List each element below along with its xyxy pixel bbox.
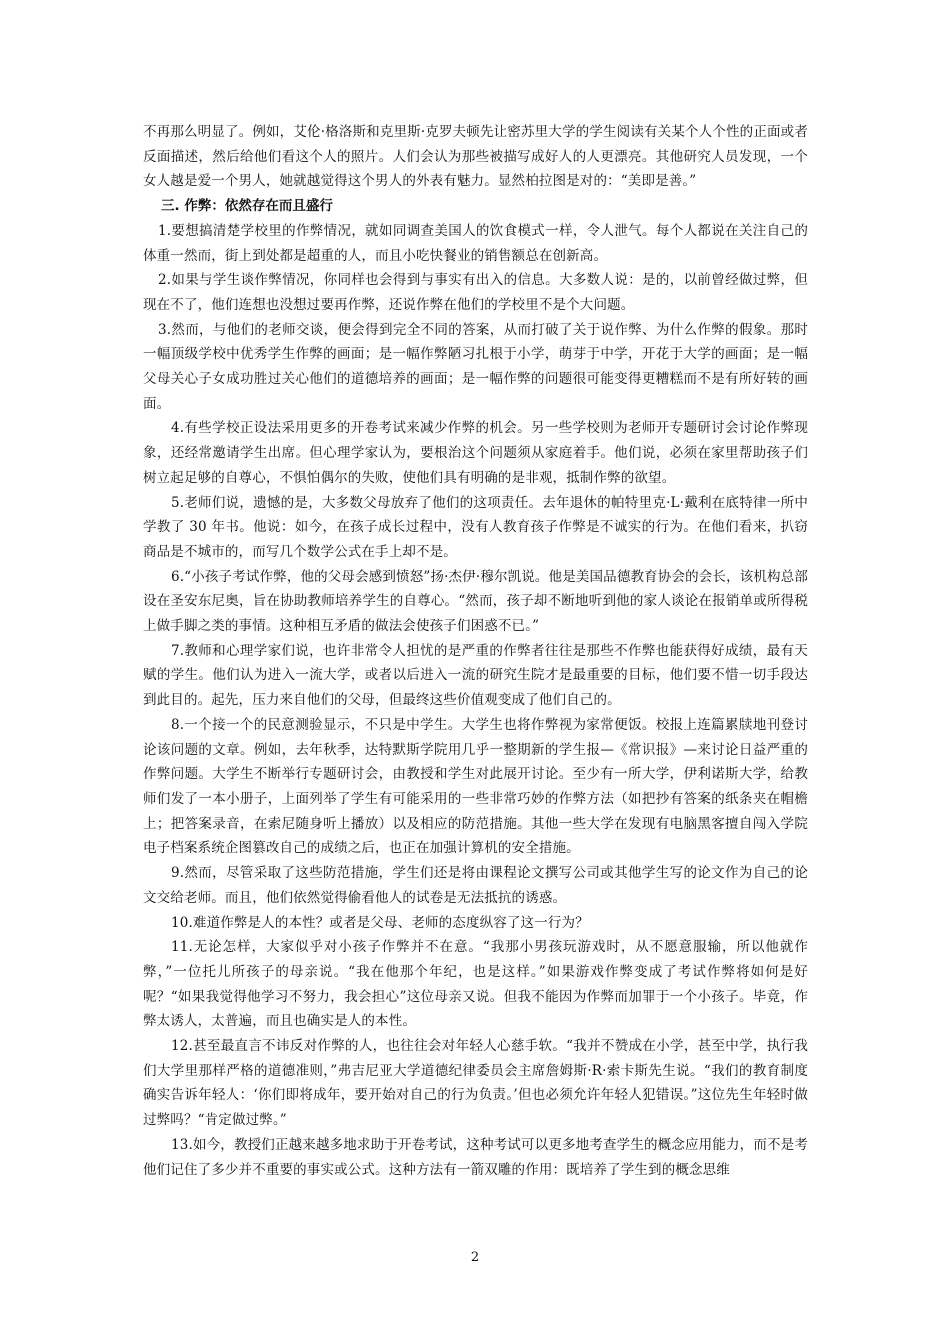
page-number: 2 (470, 1250, 480, 1265)
paragraph-2: 2.如果与学生谈作弊情况，你同样也会得到与事实有出入的信息。大多数人说：是的，以前曾经做过弊，但现在不了，他们连想也没想过要再作弊，还说作弊在他们的学校里不是个大问题。 (143, 272, 808, 313)
document-page (143, 120, 808, 1182)
paragraph-11: 11.无论怎样，大家似乎对小孩子作弊并不在意。“我那小男孩玩游戏时，从不愿意服输，所以他就作弊，”一位托儿所孩子的母亲说。“我在他那个年纪，也是这样。”如果游戏作弊变成了考试作弊将如何是好呢？“如果我觉得他学习不努力，我会担心”这位母亲又说。但我不能因为作弊而加罪于一个小孩子。毕竟，作弊太诱人，太普遍，而且也确实是人的本性。 (143, 939, 808, 1030)
paragraph-5: 5.老师们说，遗憾的是，大多数父母放弃了他们的这项责任。去年退休的帕特里克·L·戴利在底特律一所中学教了 30 年书。他说：如今，在孩子成长过程中，没有人教育孩子作弊是不诚实的行为。在他们看来，扒窃商品是不城市的，而写几个数学公式在手上却不是。 (143, 494, 808, 560)
section-heading: 三. 作弊：依然存在而且盛行 (161, 198, 333, 215)
paragraph-4: 4.有些学校正设法采用更多的开卷考试来减少作弊的机会。另一些学校则为老师开专题研讨会讨论作弊现象，还经常邀请学生出席。但心理学家认为，要根治这个问题须从家庭着手。他们说，必须在家里帮助孩子们树立起足够的自尊心，不惧怕偶尔的失败，使他们具有明确的是非观，抵制作弊的欲望。 (143, 420, 808, 486)
paragraph-10: 10.难道作弊是人的本性？或者是父母、老师的态度纵容了这一行为？ (171, 914, 589, 931)
paragraph-8: 8.一个接一个的民意测验显示，不只是中学生。大学生也将作弊视为家常便饭。校报上连篇累牍地刊登讨论该问题的文章。例如，去年秋季，达特默斯学院用几乎一整期新的学生报—《常识报》—来讨论日益严重的作弊问题。大学生不断举行专题研讨会，由教授和学生对此展开讨论。至少有一所大学，伊利诺斯大学，给教师们发了一本小册子，上面列举了学生有可能采用的一些非常巧妙的作弊方法（如把抄有答案的纸条夹在帽檐上；把答案录音，在索尼随身听上播放）以及相应的防范措施。其他一些大学在发现有电脑黑客擅自闯入学院电子档案系统企图篡改自己的成绩之后，也正在加强计算机的安全措施。 (143, 716, 808, 857)
paragraph-7: 7.教师和心理学家们说，也许非常令人担忧的是严重的作弊者往往是那些不作弊也能获得好成绩，最有天赋的学生。他们认为进入一流大学，或者以后进入一流的研究生院才是最重要的目标，他们要不惜一切手段达到此目的。起先，压力来自他们的父母，但最终这些价值观变成了他们自己的。 (143, 642, 808, 709)
paragraph-13: 13.如今，教授们正越来越多地求助于开卷考试，这种考试可以更多地考查学生的概念应用能力，而不是考他们记住了多少并不重要的事实或公式。这种方法有一箭双雕的作用：既培养了学生到的概念思维 (143, 1136, 808, 1178)
paragraph-3: 3.然而，与他们的老师交谈，便会得到完全不同的答案，从而打破了关于说作弊、为什么作弊的假象。那时一幅顶级学校中优秀学生作弊的画面；是一幅作弊陋习扎根于小学，萌芽于中学，开花于大学的画面；是一幅父母关心子女成功胜过关心他们的道德培养的画面；是一幅作弊的问题很可能变得更糟糕而不是有所好转的画面。 (143, 321, 808, 412)
intro-paragraph: 不再那么明显了。例如，艾伦·格洛斯和克里斯·克罗夫顿先让密苏里大学的学生阅读有关某个人个性的正面或者反面描述，然后给他们看这个人的照片。人们会认为那些被描写成好人的人更漂亮。其他研究人员发现，一个女人越是爱一个男人，她就越觉得这个男人的外表有魅力。显然柏拉图是对的：“美即是善。” (143, 124, 808, 190)
paragraph-9: 9.然而，尽管采取了这些防范措施，学生们还是将由课程论文撰写公司或其他学生写的论文作为自己的论文交给老师。而且，他们依然觉得偷看他人的试卷是无法抵抗的诱惑。 (143, 865, 808, 906)
paragraph-6: 6.“小孩子考试作弊，他的父母会感到愤怒”扬·杰伊·穆尔凯说。他是美国品德教育协会的会长，该机构总部设在圣安东尼奥，旨在协助教师培养学生的自尊心。“然而，孩子却不断地听到他的家人谈论在报销单或所得税上做手脚之类的事情。这种相互矛盾的做法会使孩子们困惑不已。” (143, 568, 808, 635)
paragraph-1: 1.要想搞清楚学校里的作弊情况，就如同调查美国人的饮食模式一样，令人泄气。每个人都说在关注自己的体重一然而，街上到处都是超重的人，而且小吃快餐业的销售额总在创新高。 (143, 222, 808, 264)
paragraph-12: 12.甚至最直言不讳反对作弊的人，也往往会对年轻人心慈手软。“我并不赞成在小学，甚至中学，执行我们大学里那样严格的道德准则，”弗吉尼亚大学道德纪律委员会主席詹姆斯·R·索卡斯先生说。“我们的教育制度确实告诉年轻人：‘你们即将成年，要开始对自己的行为负责。’但也必须允许年轻人犯错误。”这位先生年轻时做过弊吗？“肯定做过弊。” (143, 1038, 808, 1129)
